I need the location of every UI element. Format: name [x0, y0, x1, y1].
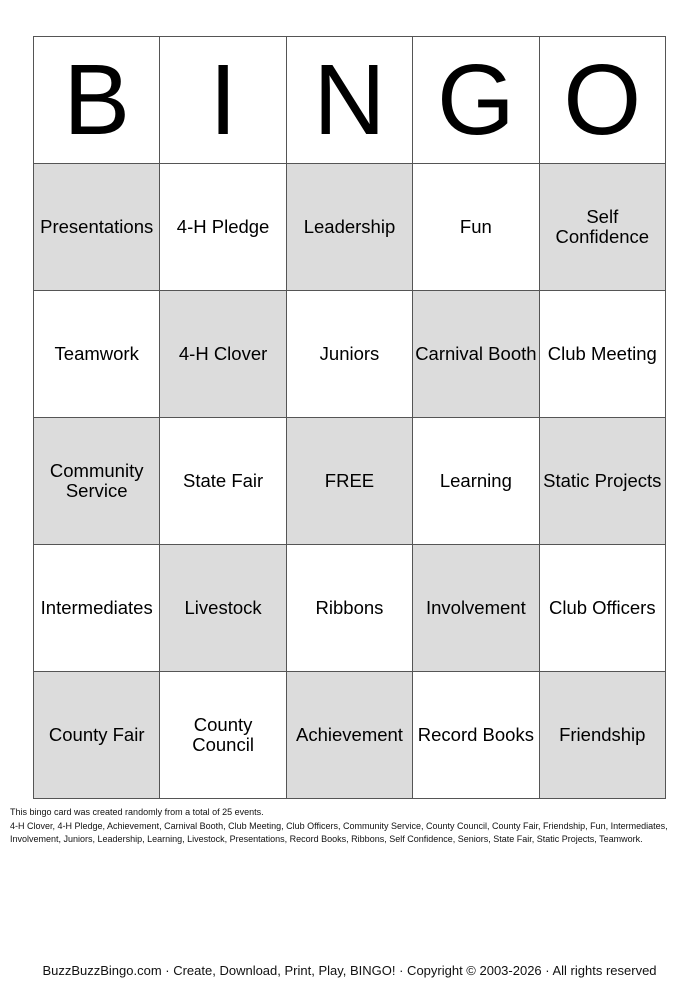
bingo-cell: Ribbons — [286, 545, 412, 672]
bingo-cell: Presentations — [34, 164, 160, 291]
header-letter-g: G — [413, 37, 539, 164]
bingo-row-3 — [34, 418, 666, 545]
bingo-cell: Leadership — [286, 164, 412, 291]
header-letter-n: N — [286, 37, 412, 164]
free-space-cell: FREE — [286, 418, 412, 545]
bingo-cell: Self Confidence — [539, 164, 665, 291]
bingo-cell: Involvement — [413, 545, 539, 672]
header-letter-i: I — [160, 37, 286, 164]
header-letter-b: B — [34, 37, 160, 164]
bingo-cell: Carnival Booth — [413, 291, 539, 418]
bingo-cell: Livestock — [160, 545, 286, 672]
bingo-row-2 — [34, 291, 666, 418]
bingo-cell: Juniors — [286, 291, 412, 418]
event-list-text: 4-H Clover, 4-H Pledge, Achievement, Carnival Booth, Club Meeting, Club Officers, Community Service, County Council, County Fair, Friendship, Fun, Intermediates, Involvement, Juniors, Leadership, Learning, Livestock, Presentations, Record Books, Ribbons, Self Confidence, Seniors, State Fair, Static Projects, Teamwork. — [10, 820, 668, 844]
bingo-cell: Community Service — [34, 418, 160, 545]
bingo-cell: County Council — [160, 672, 286, 799]
card-summary-text: This bingo card was created randomly from a total of 25 events. — [10, 807, 264, 817]
bingo-row-1 — [34, 164, 666, 291]
bingo-cell: Club Officers — [539, 545, 665, 672]
header-letter-o: O — [539, 37, 665, 164]
bingo-cell: Club Meeting — [539, 291, 665, 418]
bingo-cell: Friendship — [539, 672, 665, 799]
bingo-row-4 — [34, 545, 666, 672]
bingo-cell: Achievement — [286, 672, 412, 799]
card-info — [10, 806, 692, 847]
bingo-cell: Intermediates — [34, 545, 160, 672]
bingo-cell: Learning — [413, 418, 539, 545]
bingo-cell: State Fair — [160, 418, 286, 545]
bingo-cell: County Fair — [34, 672, 160, 799]
bingo-cell: Record Books — [413, 672, 539, 799]
bingo-card — [33, 36, 666, 799]
bingo-header-row — [34, 37, 666, 164]
bingo-cell: Static Projects — [539, 418, 665, 545]
bingo-cell: 4-H Clover — [160, 291, 286, 418]
bingo-cell: 4-H Pledge — [160, 164, 286, 291]
bingo-cell: Teamwork — [34, 291, 160, 418]
site-footer: BuzzBuzzBingo.com · Create, Download, Print, Play, BINGO! · Copyright © 2003-2026 · All rights reserved — [42, 963, 657, 978]
bingo-cell: Fun — [413, 164, 539, 291]
bingo-row-5 — [34, 672, 666, 799]
